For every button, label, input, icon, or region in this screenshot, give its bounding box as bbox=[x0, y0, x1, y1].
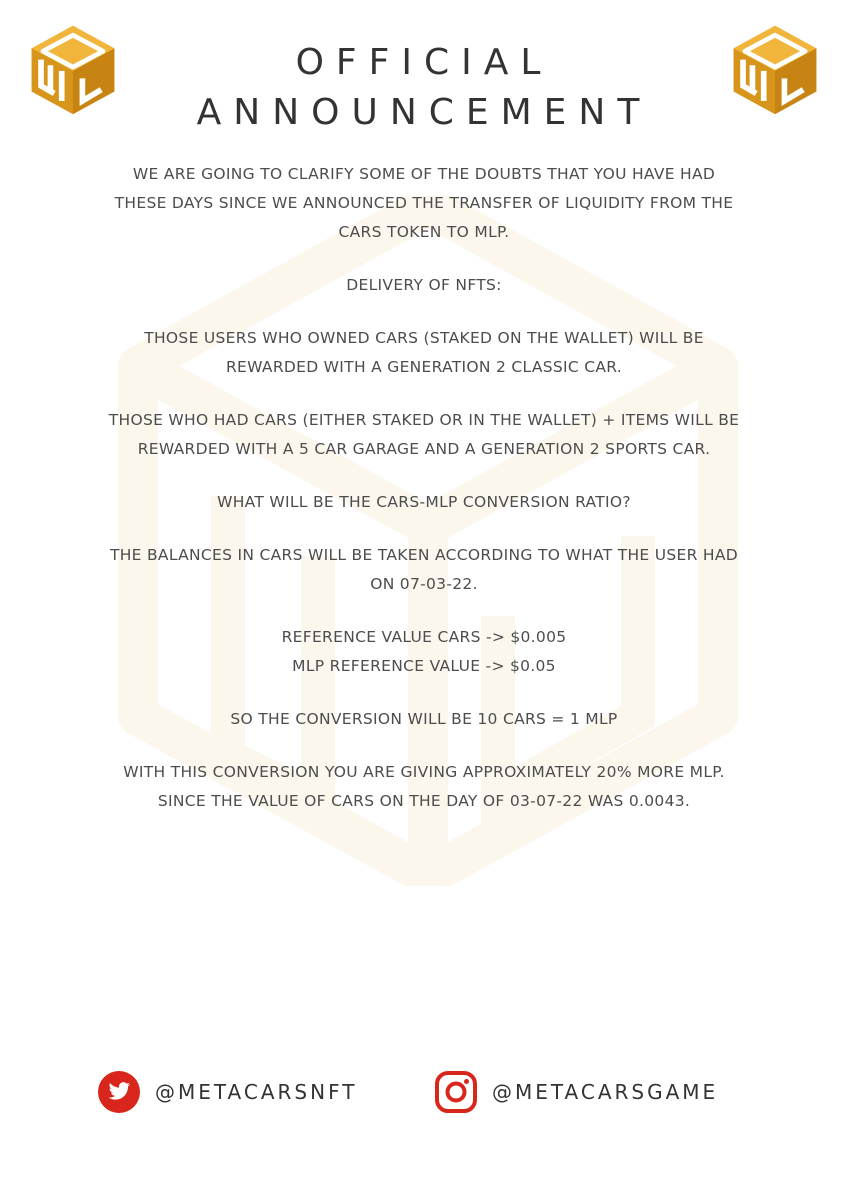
balances-line: THE BALANCES IN CARS WILL BE TAKEN ACCORDING TO WHAT THE USER HAD bbox=[109, 546, 739, 564]
delivery-1-line: REWARDED WITH A GENERATION 2 CLASSIC CAR. bbox=[225, 358, 623, 376]
intro-line: THESE DAYS SINCE WE ANNOUNCED THE TRANSFER OF LIQUIDITY FROM THE bbox=[114, 194, 734, 212]
page-title bbox=[0, 38, 848, 138]
instagram-link[interactable] bbox=[434, 1068, 718, 1116]
balances-line: ON 07-03-22. bbox=[370, 575, 478, 593]
closing-paragraph bbox=[80, 758, 768, 816]
twitter-link[interactable] bbox=[97, 1068, 357, 1116]
announcement-body bbox=[80, 160, 768, 840]
delivery-heading-text: DELIVERY OF NFTS: bbox=[346, 276, 502, 294]
social-links bbox=[0, 1068, 848, 1116]
delivery-1-line: THOSE USERS WHO OWNED CARS (STAKED ON THE WALLET) WILL BE bbox=[144, 329, 704, 347]
reference-value-cars: REFERENCE VALUE CARS -> $0.005 bbox=[281, 628, 567, 646]
delivery-2-line: REWARDED WITH A 5 CAR GARAGE AND A GENERATION 2 SPORTS CAR. bbox=[137, 440, 711, 458]
closing-line: WITH THIS CONVERSION YOU ARE GIVING APPROXIMATELY 20% MORE MLP. bbox=[123, 763, 725, 781]
delivery-paragraph-2 bbox=[80, 406, 768, 464]
instagram-handle: @METACARSGAME bbox=[492, 1080, 719, 1104]
twitter-handle: @METACARSNFT bbox=[155, 1080, 358, 1104]
balances-paragraph bbox=[80, 541, 768, 599]
conversion-statement bbox=[80, 705, 768, 734]
reference-values bbox=[80, 623, 768, 681]
intro-line: WE ARE GOING TO CLARIFY SOME OF THE DOUBTS THAT YOU HAVE HAD bbox=[132, 165, 716, 183]
reference-value-mlp: MLP REFERENCE VALUE -> $0.05 bbox=[292, 657, 556, 675]
delivery-paragraph-1 bbox=[80, 324, 768, 382]
twitter-icon bbox=[97, 1070, 141, 1114]
delivery-2-line: THOSE WHO HAD CARS (EITHER STAKED OR IN THE WALLET) + ITEMS WILL BE bbox=[108, 411, 740, 429]
title-line-2: ANNOUNCEMENT bbox=[196, 92, 652, 133]
ratio-question bbox=[80, 488, 768, 517]
title-line-1: OFFICIAL bbox=[295, 42, 553, 83]
closing-line: SINCE THE VALUE OF CARS ON THE DAY OF 03-07-22 WAS 0.0043. bbox=[157, 792, 691, 810]
intro-paragraph bbox=[80, 160, 768, 247]
delivery-heading bbox=[80, 271, 768, 300]
ratio-question-text: WHAT WILL BE THE CARS-MLP CONVERSION RATIO? bbox=[217, 493, 631, 511]
instagram-icon bbox=[434, 1070, 478, 1114]
intro-line: CARS TOKEN TO MLP. bbox=[338, 223, 510, 241]
conversion-text: SO THE CONVERSION WILL BE 10 CARS = 1 MLP bbox=[230, 710, 618, 728]
